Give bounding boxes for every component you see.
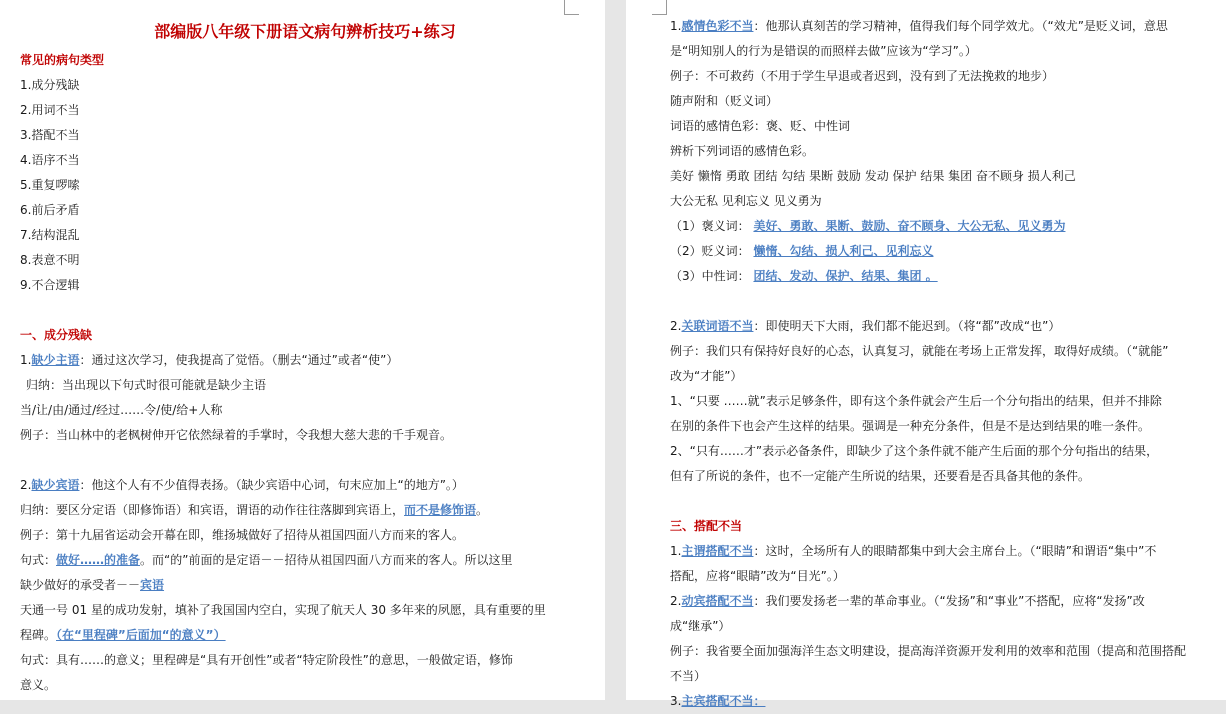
item-number: 2. xyxy=(670,319,682,333)
verb-object-example-cont: 不当） xyxy=(670,669,707,683)
emotional-color-example: 例子：不可救药（不用于学生早退或者迟到，没有到了无法挽救的地步） xyxy=(670,69,1055,83)
type-item: 9.不合逻辑 xyxy=(20,278,80,292)
missing-subject-pattern: 当/让/由/通过/经过……令/使/给+人称 xyxy=(20,403,223,417)
type-item: 7.结构混乱 xyxy=(20,228,80,242)
form-cont-key: 宾语 xyxy=(140,578,165,592)
type-item: 1.成分残缺 xyxy=(20,78,80,92)
item-number: 3. xyxy=(670,694,682,708)
missing-subject-line xyxy=(20,348,590,373)
emotional-color-types: 词语的感情色彩：褒、贬、中性词 xyxy=(670,119,851,133)
answer-value: 美好、勇敢、果断、鼓励、奋不顾身、大公无私、见义勇为 xyxy=(753,219,1066,233)
verb-object-text: ：我们要发扬老一辈的革命事业。（“发扬”和“事业”不搭配，应将“发扬”改 xyxy=(753,594,1145,608)
missing-object-line xyxy=(20,473,590,498)
word-list: 美好 懒惰 勇敢 团结 勾结 果断 鼓励 发动 保护 结果 集团 奋不顾身 损人利己 xyxy=(670,169,1076,183)
satellite-paragraph: 天通一号 01 星的成功发射，填补了我国国内空白，实现了航天人 30 多年来的夙愿，具有重要的里 xyxy=(20,603,546,617)
conjunction-example-cont: 改为“才能”） xyxy=(670,369,743,383)
blank-line xyxy=(20,448,590,473)
page-left-content xyxy=(20,20,590,698)
conjunction-key: 关联词语不当 xyxy=(681,319,754,333)
type-item: 6.前后矛盾 xyxy=(20,203,80,217)
answer-label: （3）中性词： xyxy=(670,269,754,283)
verb-object-key: 动宾搭配不当 xyxy=(681,594,754,608)
type-item: 5.重复啰嗦 xyxy=(20,178,80,192)
missing-object-form-cont xyxy=(20,573,590,598)
item-number: 1. xyxy=(670,19,682,33)
conjunction-text: ：即使明天下大雨，我们都不能迟到。（将“都”改成“也”） xyxy=(753,319,1061,333)
blank-line xyxy=(20,298,590,323)
form-text: 。而“的”前面的是定语－－招待从祖国四面八方而来的客人。所以这里 xyxy=(140,553,513,567)
document-page-left xyxy=(0,0,605,700)
document-title: 部编版八年级下册语文病句辨析技巧+练习 xyxy=(154,22,456,41)
subject-predicate-cont: 搭配，应将“眼睛”改为“目光”。） xyxy=(670,569,845,583)
answer-value: 团结、发动、保护、结果、集团 。 xyxy=(753,269,938,283)
paragraph-text: 程碑。 xyxy=(20,628,57,642)
blank-line xyxy=(670,489,1216,514)
conjunction-point-1-cont: 在别的条件下也会产生这样的结果。强调是一种充分条件，但是不是达到结果的唯一条件。 xyxy=(670,419,1151,433)
satellite-paragraph-cont xyxy=(20,623,590,648)
correction-note: （在“里程碑”后面加“的意义”） xyxy=(56,628,226,642)
form-label: 句式： xyxy=(20,553,57,567)
missing-subject-key: 缺少主语 xyxy=(31,353,80,367)
answer-label: （1）褒义词： xyxy=(670,219,754,233)
answer-positive xyxy=(670,214,1216,239)
page-right-content xyxy=(670,14,1216,714)
blank-line xyxy=(670,289,1216,314)
verb-object-cont: 成“继承”） xyxy=(670,619,731,633)
section-heading-1: 一、成分残缺 xyxy=(20,328,93,342)
subject-predicate-line xyxy=(670,539,1216,564)
missing-object-text: ：他这个人有不少值得表扬。（缺少宾语中心词，句末应加上“的地方”。） xyxy=(79,478,464,492)
conjunction-example: 例子：我们只有保持好良好的心态，认真复习，就能在考场上正常发挥，取得好成绩。（“就能” xyxy=(670,344,1169,358)
item-number: 2. xyxy=(20,478,32,492)
item-number: 1. xyxy=(20,353,32,367)
significance-form: 句式：具有……的意义；里程碑是“具有开创性”或者“特定阶段性”的意思，一般做定语，修饰 xyxy=(20,653,513,667)
missing-subject-example: 例子：当山林中的老枫树伸开它依然绿着的手掌时，令我想大慈大悲的千手观音。 xyxy=(20,428,453,442)
types-heading: 常见的病句类型 xyxy=(20,53,105,67)
type-item: 2.用词不当 xyxy=(20,103,80,117)
word-list-cont: 大公无私 见利忘义 见义勇为 xyxy=(670,194,822,208)
missing-object-form xyxy=(20,548,590,573)
item-number: 2. xyxy=(670,594,682,608)
missing-subject-summary: 归纳：当出现以下句式时很可能就是缺少主语 xyxy=(26,378,267,392)
conjunction-point-2-cont: 但有了所说的条件，也不一定能产生所说的结果，还要看是否具备其他的条件。 xyxy=(670,469,1091,483)
emotional-color-cont: 是“明知别人的行为是错误的而照样去做”应该为“学习”。） xyxy=(670,44,977,58)
significance-form-cont: 意义。 xyxy=(20,678,57,692)
emotional-color-line xyxy=(670,14,1216,39)
page-corner-mark xyxy=(652,0,667,15)
form-cont-text: 缺少做好的承受者－－ xyxy=(20,578,141,592)
summary-end: 。 xyxy=(476,503,489,517)
type-item: 8.表意不明 xyxy=(20,253,80,267)
summary-key: 而不是修饰语 xyxy=(404,503,477,517)
exercise-task: 辨析下列词语的感情色彩。 xyxy=(670,144,815,158)
missing-object-summary xyxy=(20,498,590,523)
document-page-right xyxy=(626,0,1226,708)
verb-object-line xyxy=(670,589,1216,614)
conjunction-line xyxy=(670,314,1216,339)
answer-value: 懒惰、勾结、损人利己、见利忘义 xyxy=(753,244,934,258)
subject-predicate-text: ：这时，全场所有人的眼睛都集中到大会主席台上。（“眼睛”和谓语“集中”不 xyxy=(753,544,1157,558)
missing-object-key: 缺少宾语 xyxy=(31,478,80,492)
subject-object-line xyxy=(670,689,1216,714)
answer-label: （2）贬义词： xyxy=(670,244,754,258)
summary-text: 归纳：要区分定语（即修饰语）和宾语，谓语的动作往往落脚到宾语上， xyxy=(20,503,405,517)
conjunction-point-2: 2、“只有……才”表示必备条件，即缺少了这个条件就不能产生后面的那个分句指出的结果， xyxy=(670,444,1159,458)
type-item: 4.语序不当 xyxy=(20,153,80,167)
emotional-color-text: ：他那认真刻苦的学习精神，值得我们每个同学效尤。（“效尤”是贬义词，意思 xyxy=(753,19,1168,33)
emotional-color-key: 感情色彩不当 xyxy=(681,19,754,33)
page-corner-mark xyxy=(564,0,579,15)
conjunction-point-1: 1、“只要 ……就”表示足够条件，即有这个条件就会产生后一个分句指出的结果，但并不排除 xyxy=(670,394,1162,408)
section-heading-3: 三、搭配不当 xyxy=(670,519,743,533)
subject-object-key: 主宾搭配不当： xyxy=(681,694,766,708)
form-key: 做好……的准备 xyxy=(56,553,141,567)
type-item: 3.搭配不当 xyxy=(20,128,80,142)
verb-object-example: 例子：我省要全面加强海洋生态文明建设，提高海洋资源开发利用的效率和范围（提高和范围搭配 xyxy=(670,644,1187,658)
subject-predicate-key: 主谓搭配不当 xyxy=(681,544,754,558)
missing-object-example: 例子：第十九届省运动会开幕在即，维扬城做好了招待从祖国四面八方而来的客人。 xyxy=(20,528,465,542)
item-number: 1. xyxy=(670,544,682,558)
emotional-color-follow: 随声附和（贬义词） xyxy=(670,94,779,108)
answer-negative xyxy=(670,239,1216,264)
answer-neutral xyxy=(670,264,1216,289)
missing-subject-text: ：通过这次学习，使我提高了觉悟。（删去“通过”或者“使”） xyxy=(79,353,399,367)
